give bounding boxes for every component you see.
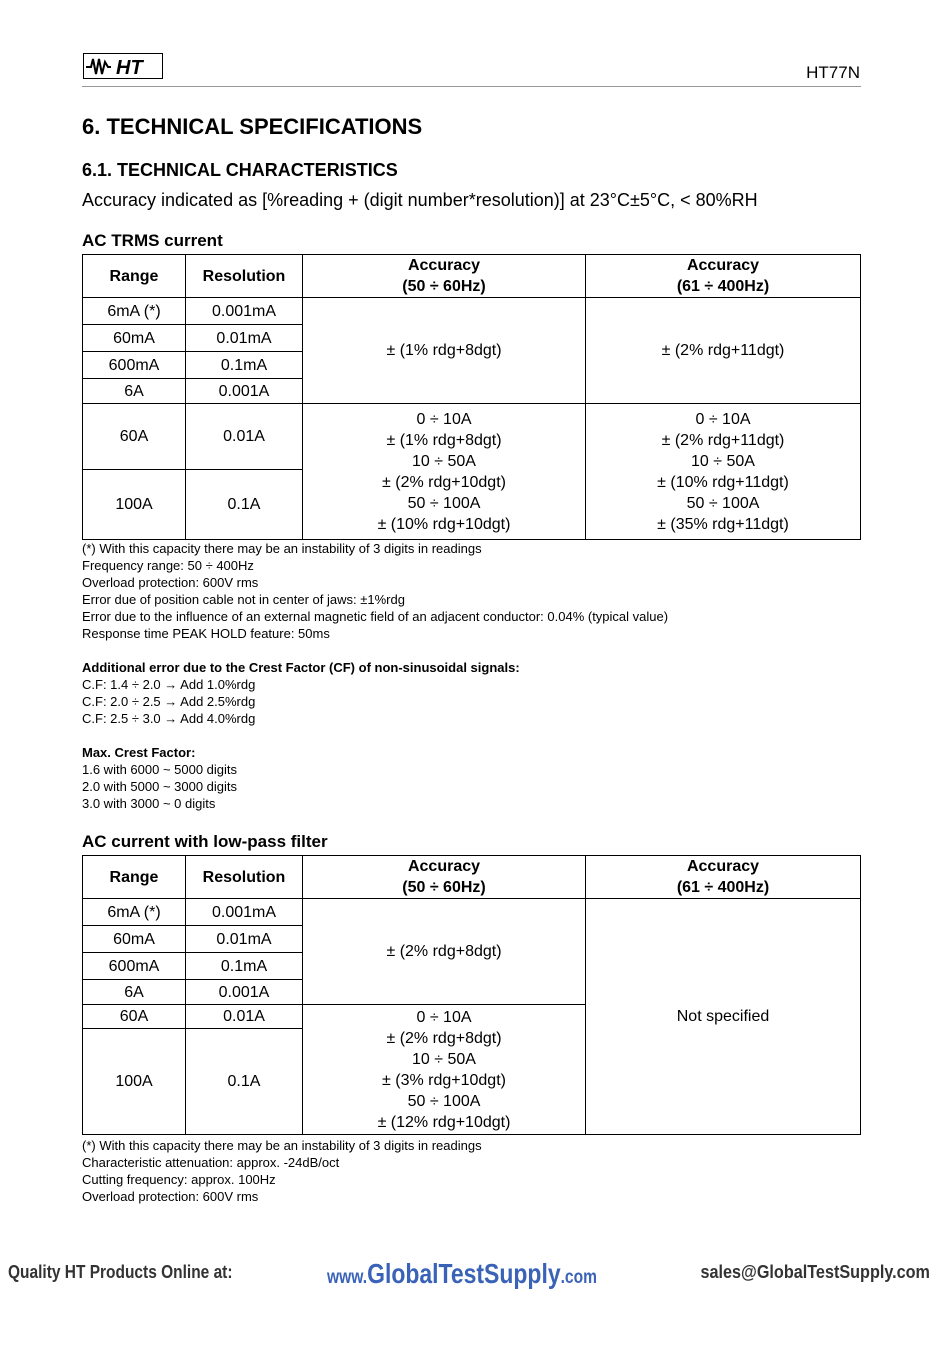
accuracy-cell: 0 ÷ 10A ± (2% rdg+11dgt) 10 ÷ 50A ± (10% rdg+11dgt) 50 ÷ 100A ± (35% rdg+11dgt)	[586, 404, 861, 540]
table-row	[83, 404, 861, 470]
range-cell: 100A	[83, 470, 186, 540]
header-range: Range	[83, 856, 186, 899]
header-resolution: Resolution	[186, 856, 303, 899]
resolution-cell: 0.01mA	[186, 926, 303, 953]
accuracy-cell: 0 ÷ 10A ± (1% rdg+8dgt) 10 ÷ 50A ± (2% rdg+10dgt) 50 ÷ 100A ± (10% rdg+10dgt)	[303, 404, 586, 540]
resolution-cell: 0.01A	[186, 404, 303, 470]
table1-notes: (*) With this capacity there may be an instability of 3 digits in readings Frequency range: 50 ÷ 400Hz Overload protection: 600V rms Error due of position cable not in center of jaws: ±1%rdg Error due to the influence of an external magnetic field of an adjacent conductor: 0.04% (typical value) Response time PEAK HOLD feature: 50ms Additional error due to the Crest Factor (CF) of non-sinusoidal signals: C.F: 1.4 ÷ 2.0 → Add 1.0%rdg C.F: 2.0 ÷ 2.5 → Add 2.5%rdg C.F: 2.5 ÷ 3.0 → Add 4.0%rdg Max. Crest Factor: 1.6 with 6000 ~ 5000 digits 2.0 with 5000 ~ 3000 digits 3.0 with 3000 ~ 0 digits	[82, 541, 669, 811]
accuracy-cell: ± (2% rdg+8dgt)	[303, 899, 586, 1005]
footer-website-link[interactable]: www.GlobalTestSupply.com	[327, 1258, 597, 1289]
accuracy-intro: Accuracy indicated as [%reading + (digit number*resolution)] at 23°C±5°C, < 80%RH	[82, 190, 758, 210]
crest-error-title: Additional error due to the Crest Factor (CF) of non-sinusoidal signals:	[82, 660, 520, 675]
ht-logo	[83, 53, 163, 79]
resolution-cell: 0.01mA	[186, 325, 303, 352]
footer-email-link[interactable]: sales@GlobalTestSupply.com	[700, 1262, 930, 1282]
resolution-cell: 0.001mA	[186, 899, 303, 926]
resolution-cell: 0.001mA	[186, 298, 303, 325]
range-cell: 6mA (*)	[83, 899, 186, 926]
resolution-cell: 0.1A	[186, 1029, 303, 1135]
table-row	[83, 899, 861, 926]
table2-title: AC current with low-pass filter	[82, 832, 328, 851]
range-cell: 100A	[83, 1029, 186, 1135]
header-accuracy-61-400: Accuracy (61 ÷ 400Hz)	[586, 255, 861, 298]
footer	[0, 1258, 950, 1288]
ac-trms-table	[82, 254, 861, 540]
resolution-cell: 0.001A	[186, 980, 303, 1005]
range-cell: 60A	[83, 1005, 186, 1029]
model-name: HT77N	[806, 63, 860, 82]
low-pass-table	[82, 855, 861, 1135]
header-accuracy-50-60: Accuracy (50 ÷ 60Hz)	[303, 856, 586, 899]
range-cell: 6A	[83, 379, 186, 404]
range-cell: 600mA	[83, 352, 186, 379]
range-cell: 60mA	[83, 926, 186, 953]
resolution-cell: 0.1A	[186, 470, 303, 540]
subsection-title: 6.1. TECHNICAL CHARACTERISTICS	[82, 160, 398, 180]
resolution-cell: 0.01A	[186, 1005, 303, 1029]
range-cell: 600mA	[83, 953, 186, 980]
table-row	[83, 298, 861, 325]
accuracy-cell: ± (1% rdg+8dgt)	[303, 298, 586, 404]
header-accuracy-50-60: Accuracy (50 ÷ 60Hz)	[303, 255, 586, 298]
logo-text: HT	[116, 57, 143, 79]
accuracy-cell: Not specified	[586, 899, 861, 1135]
resolution-cell: 0.001A	[186, 379, 303, 404]
max-crest-title: Max. Crest Factor:	[82, 745, 196, 760]
resolution-cell: 0.1mA	[186, 953, 303, 980]
header-resolution: Resolution	[186, 255, 303, 298]
resolution-cell: 0.1mA	[186, 352, 303, 379]
header-divider	[82, 86, 861, 87]
table1-title: AC TRMS current	[82, 231, 223, 250]
footer-tagline: Quality HT Products Online at:	[8, 1262, 233, 1282]
table2-notes: (*) With this capacity there may be an instability of 3 digits in readings Characteristic attenuation: approx. -24dB/oct Cutting frequency: approx. 100Hz Overload protection: 600V rms	[82, 1138, 482, 1204]
range-cell: 60A	[83, 404, 186, 470]
section-title: 6. TECHNICAL SPECIFICATIONS	[82, 114, 423, 139]
range-cell: 6mA (*)	[83, 298, 186, 325]
range-cell: 60mA	[83, 325, 186, 352]
header-accuracy-61-400: Accuracy (61 ÷ 400Hz)	[586, 856, 861, 899]
header-range: Range	[83, 255, 186, 298]
range-cell: 6A	[83, 980, 186, 1005]
accuracy-cell: ± (2% rdg+11dgt)	[586, 298, 861, 404]
accuracy-cell: 0 ÷ 10A ± (2% rdg+8dgt) 10 ÷ 50A ± (3% rdg+10dgt) 50 ÷ 100A ± (12% rdg+10dgt)	[303, 1005, 586, 1135]
